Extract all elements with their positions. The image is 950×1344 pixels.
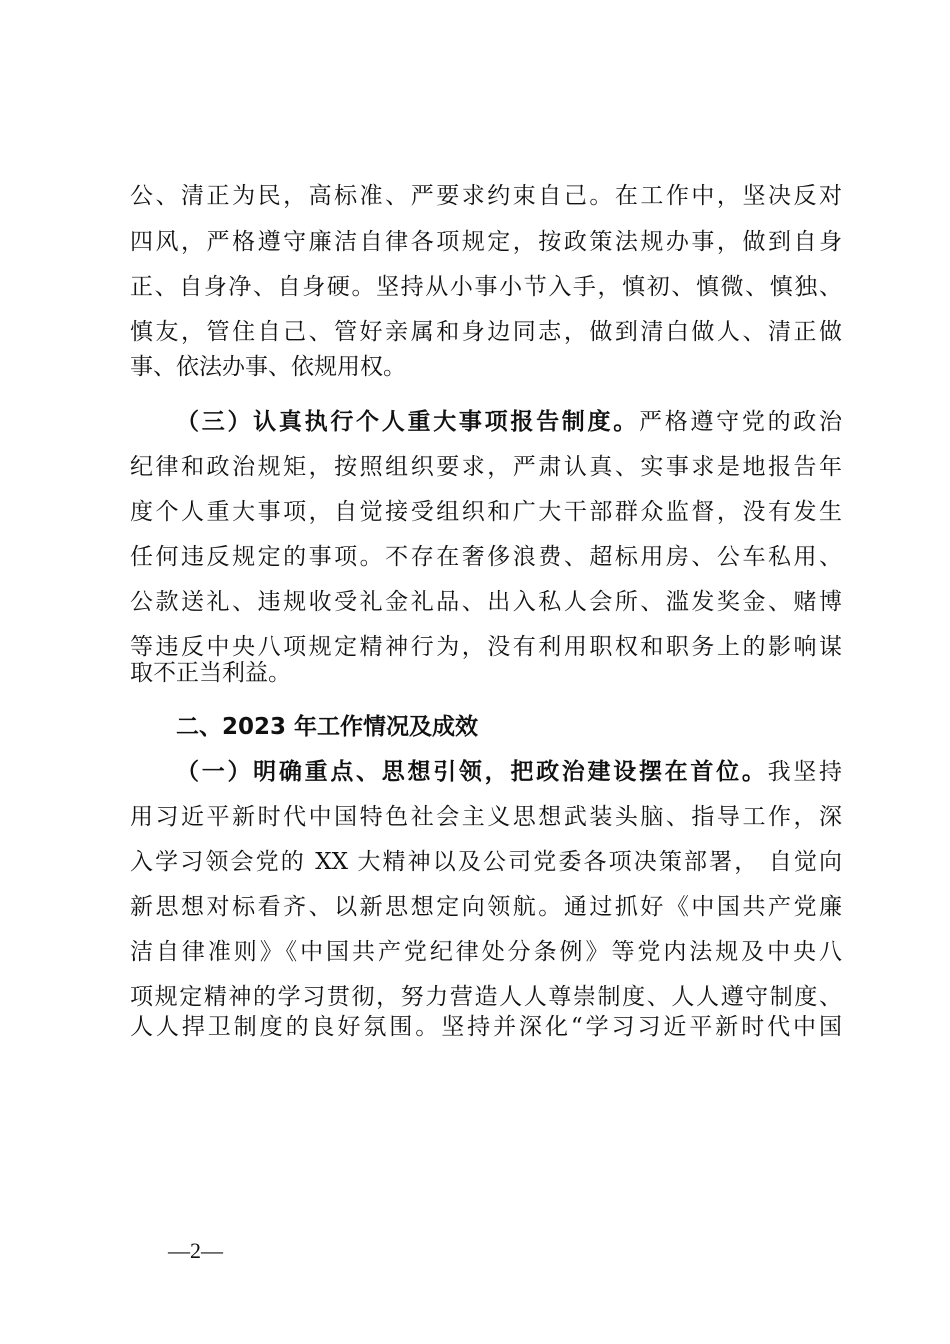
paragraph-1-line-2: 四风，严格遵守廉洁自律各项规定，按政策法规办事，做到自身 bbox=[130, 229, 842, 255]
paragraph-1-line-3: 正、自身净、自身硬。坚持从小事小节入手，慎初、慎微、慎独、 bbox=[130, 274, 842, 300]
paragraph-2-line-7: 取不正当利益。 bbox=[130, 660, 291, 686]
paragraph-2-lead-heading: （三）认真执行个人重大事项报告制度。 bbox=[176, 408, 639, 435]
paragraph-2-line-4: 任何违反规定的事项。不存在奢侈浪费、超标用房、公车私用、 bbox=[130, 544, 842, 570]
paragraph-3-first-line bbox=[176, 757, 842, 787]
paragraph-3-line-3: 入学习领会党的 XX 大精神以及公司党委各项决策部署， 自觉向 bbox=[130, 849, 842, 875]
paragraph-2-first-line bbox=[176, 407, 842, 437]
paragraph-3-line-4: 新思想对标看齐、以新思想定向领航。通过抓好《中国共产党廉 bbox=[130, 894, 842, 920]
section-heading: 二、2023 年工作情况及成效 bbox=[176, 714, 479, 740]
paragraph-3-line-5: 洁自律准则》《中国共产党纪律处分条例》等党内法规及中央八 bbox=[130, 939, 842, 965]
paragraph-3-first-line-rest: 我坚持 bbox=[767, 759, 842, 785]
paragraph-2-line-5: 公款送礼、违规收受礼金礼品、出入私人会所、滥发奖金、赌博 bbox=[130, 589, 842, 615]
paragraph-2-first-line-rest: 严格遵守党的政治 bbox=[638, 409, 842, 435]
paragraph-1-line-4: 慎友，管住自己、管好亲属和身边同志，做到清白做人、清正做 bbox=[130, 319, 842, 345]
paragraph-3-line-6: 项规定精神的学习贯彻，努力营造人人尊崇制度、人人遵守制度、 bbox=[130, 984, 842, 1010]
page-number: —2— bbox=[168, 1238, 223, 1263]
paragraph-1-line-1: 公、清正为民，高标准、严要求约束自己。在工作中，坚决反对 bbox=[130, 183, 842, 209]
paragraph-3-lead-heading: （一）明确重点、思想引领，把政治建设摆在首位。 bbox=[176, 758, 768, 785]
paragraph-2-line-3: 度个人重大事项，自觉接受组织和广大干部群众监督，没有发生 bbox=[130, 499, 842, 525]
paragraph-2-line-6: 等违反中央八项规定精神行为，没有利用职权和职务上的影响谋 bbox=[130, 634, 842, 660]
paragraph-2-line-2: 纪律和政治规矩，按照组织要求，严肃认真、实事求是地报告年 bbox=[130, 454, 842, 480]
paragraph-3-line-7: 人人捍卫制度的良好氛围。坚持并深化“学习习近平新时代中国 bbox=[130, 1014, 842, 1040]
paragraph-1-line-5: 事、依法办事、依规用权。 bbox=[130, 354, 406, 380]
paragraph-3-line-2: 用习近平新时代中国特色社会主义思想武装头脑、指导工作，深 bbox=[130, 804, 842, 830]
